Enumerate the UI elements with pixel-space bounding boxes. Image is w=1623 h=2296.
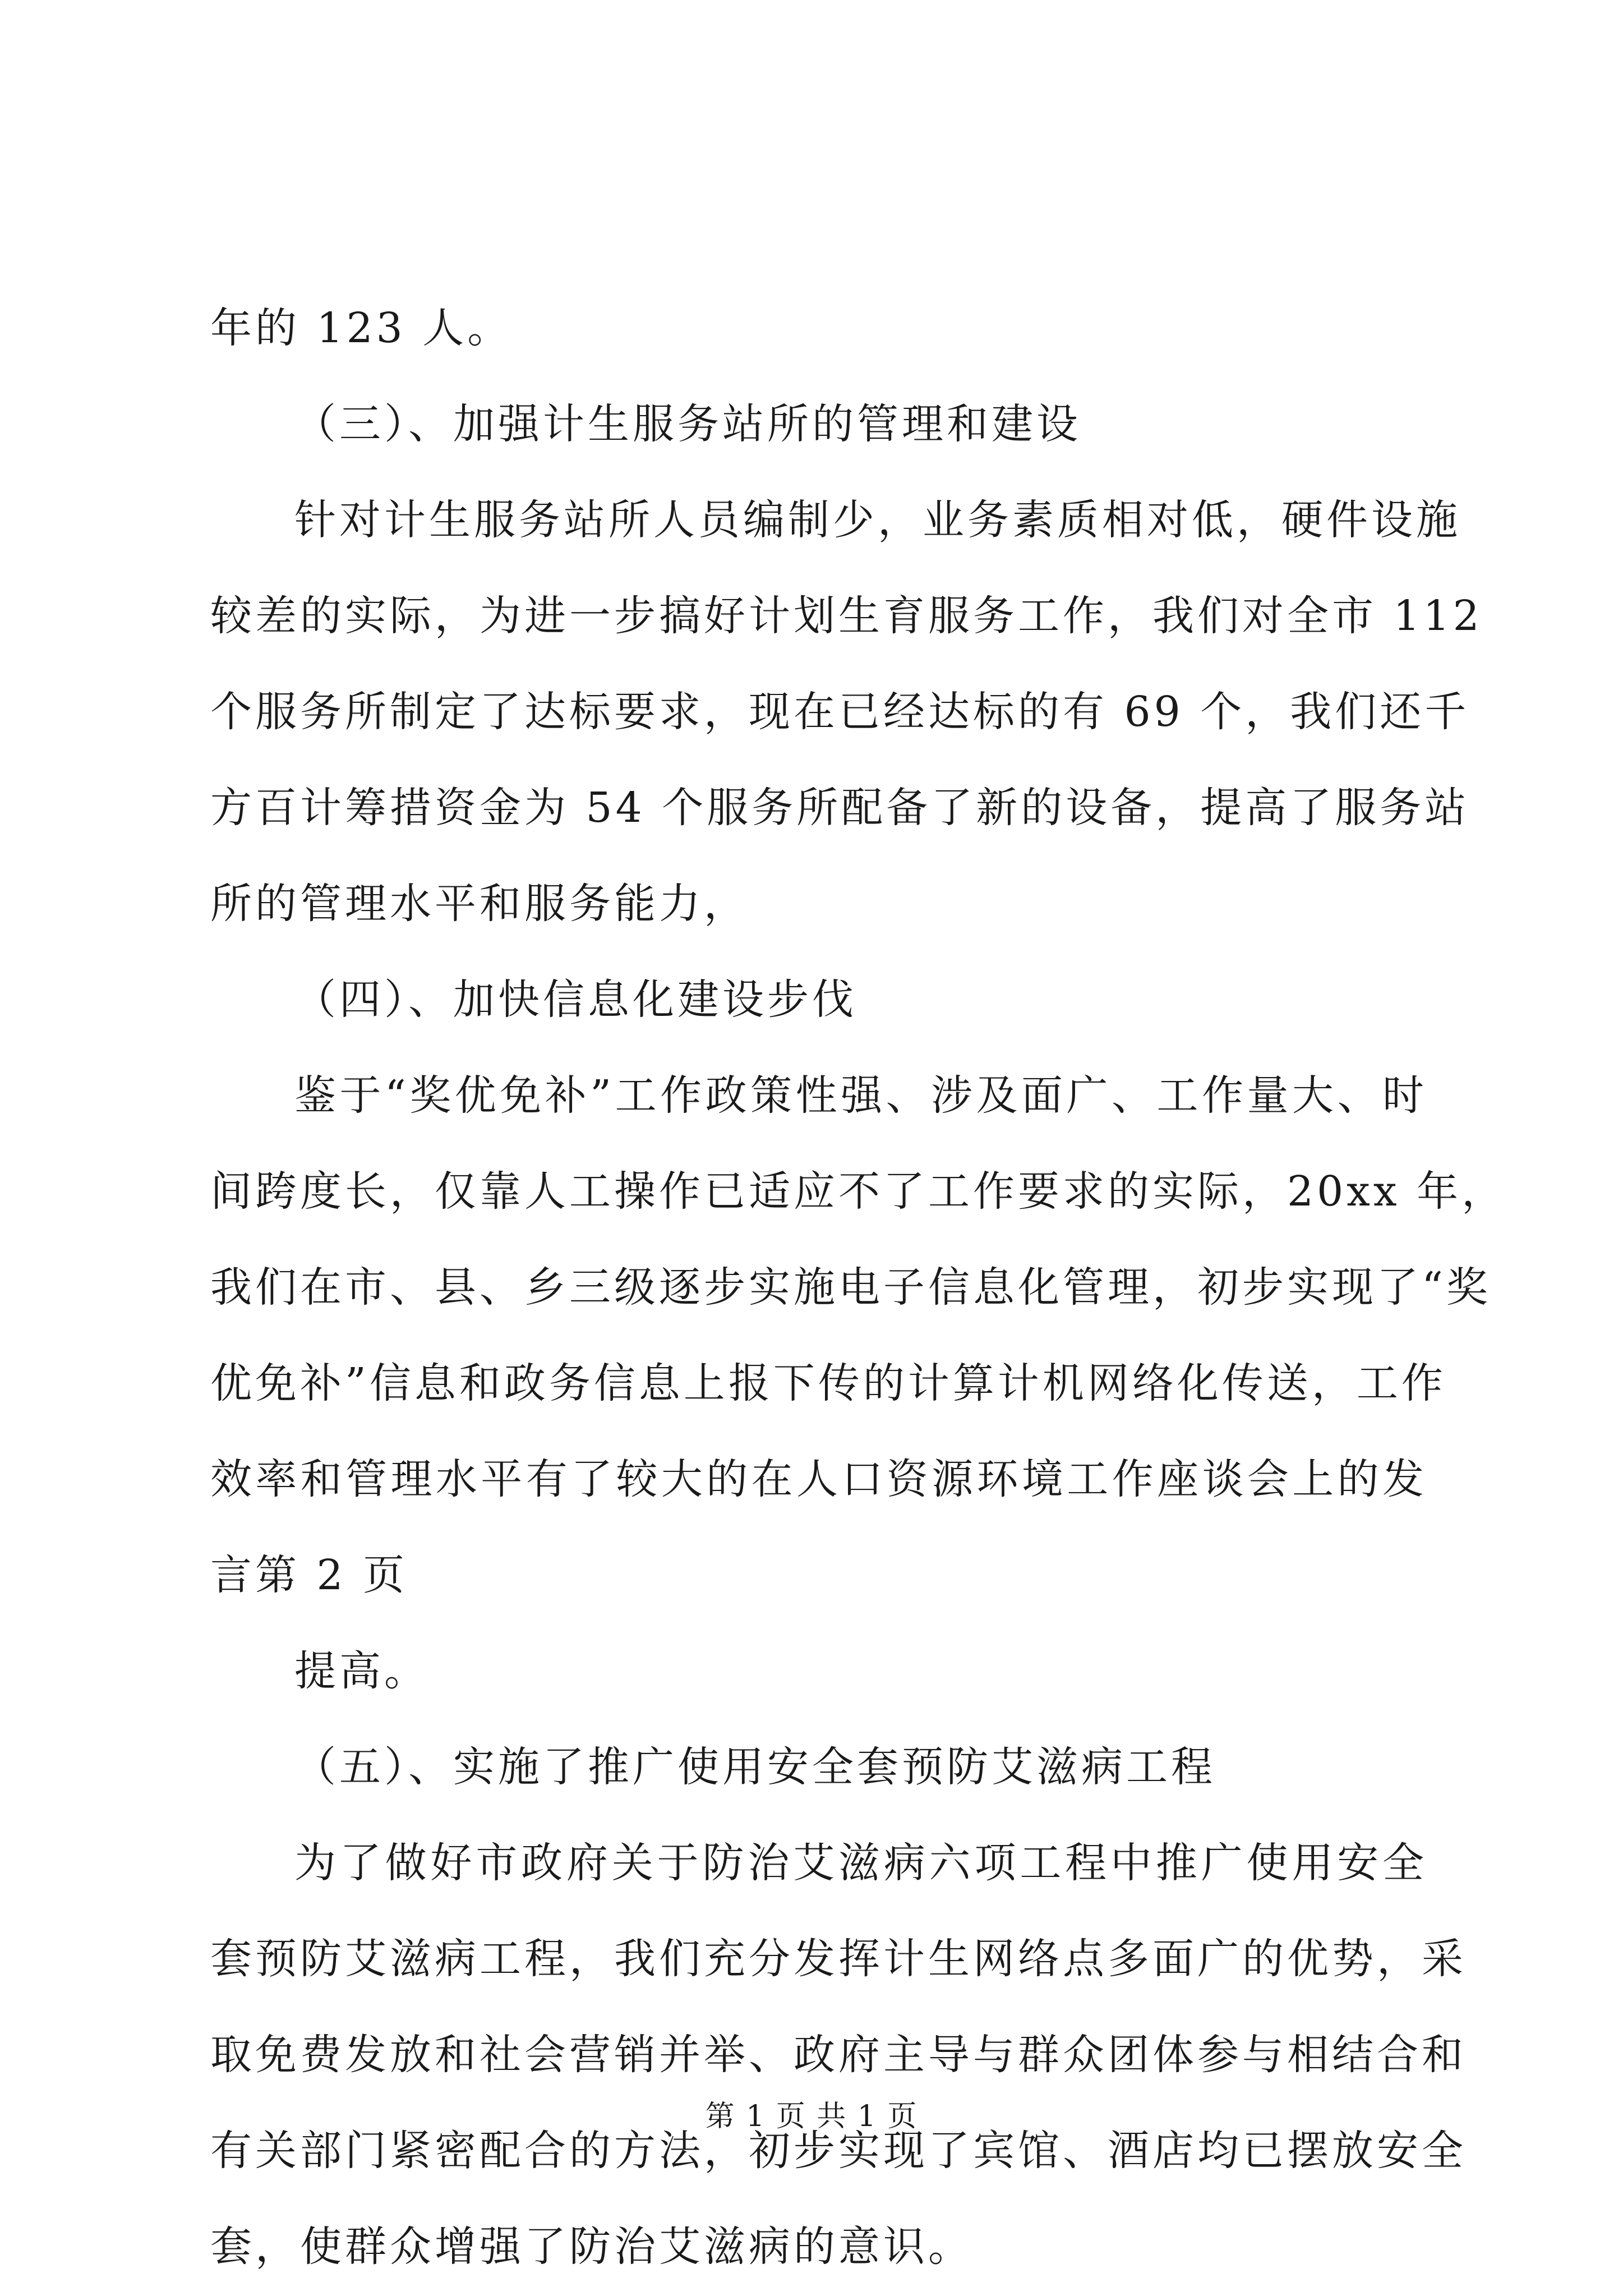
paragraph-line: 间跨度长，仅靠人工操作已适应不了工作要求的实际，20xx 年， <box>210 1167 1507 1216</box>
paragraph <box>210 472 1483 952</box>
paragraph-line: 提高。 <box>294 1647 429 1695</box>
paragraph-line: 套，使群众增强了防治艾滋病的意识。 <box>210 2223 973 2271</box>
paragraph-line: 套预防艾滋病工程，我们充分发挥计生网络点多面广的优势，采 <box>210 1935 1467 1983</box>
paragraph-line: 较差的实际，为进一步搞好计划生育服务工作，我们对全市 112 <box>210 592 1483 640</box>
section-heading: （三）、加强计生服务站所的管理和建设 <box>294 400 1081 448</box>
section-heading: （五）、实施了推广使用安全套预防艾滋病工程 <box>294 1743 1216 1791</box>
paragraph-line: 我们在市、县、乡三级逐步实施电子信息化管理，初步实现了“奖 <box>210 1263 1491 1312</box>
paragraph-line: 个服务所制定了达标要求，现在已经达标的有 69 个，我们还千 <box>210 688 1470 736</box>
paragraph <box>210 1623 1427 1719</box>
paragraph <box>210 1048 1507 1623</box>
paragraph-line: 方百计筹措资金为 54 个服务所配备了新的设备，提高了服务站 <box>210 784 1470 832</box>
paragraph-line: 有关部门紧密配合的方法，初步实现了宾馆、酒店均已摆放安全 <box>210 2127 1467 2175</box>
document-body <box>210 280 1507 2295</box>
paragraph-line: 言第 2 页 <box>210 1551 408 1599</box>
paragraph-line: 鉴于“奖优免补”工作政策性强、涉及面广、工作量大、时 <box>294 1071 1427 1120</box>
section-heading: （四）、加快信息化建设步伐 <box>294 976 857 1024</box>
paragraph-line: 为了做好市政府关于防治艾滋病六项工程中推广使用安全 <box>294 1839 1427 1887</box>
paragraph <box>210 280 1427 376</box>
paragraph-line: 取免费发放和社会营销并举、政府主导与群众团体参与相结合和 <box>210 2031 1467 2079</box>
paragraph-line: 效率和管理水平有了较大的在人口资源环境工作座谈会上的发 <box>210 1455 1427 1503</box>
paragraph-line: 优免补”信息和政务信息上报下传的计算计机网络化传送，工作 <box>210 1359 1446 1407</box>
paragraph <box>210 1815 1467 2295</box>
page-number-footer: 第 1 页 共 1 页 <box>705 2100 918 2133</box>
paragraph-line: 针对计生服务站所人员编制少，业务素质相对低，硬件设施 <box>294 496 1461 544</box>
paragraph-line: 年的 123 人。 <box>210 304 513 352</box>
paragraph-line: 所的管理水平和服务能力， <box>210 880 749 928</box>
